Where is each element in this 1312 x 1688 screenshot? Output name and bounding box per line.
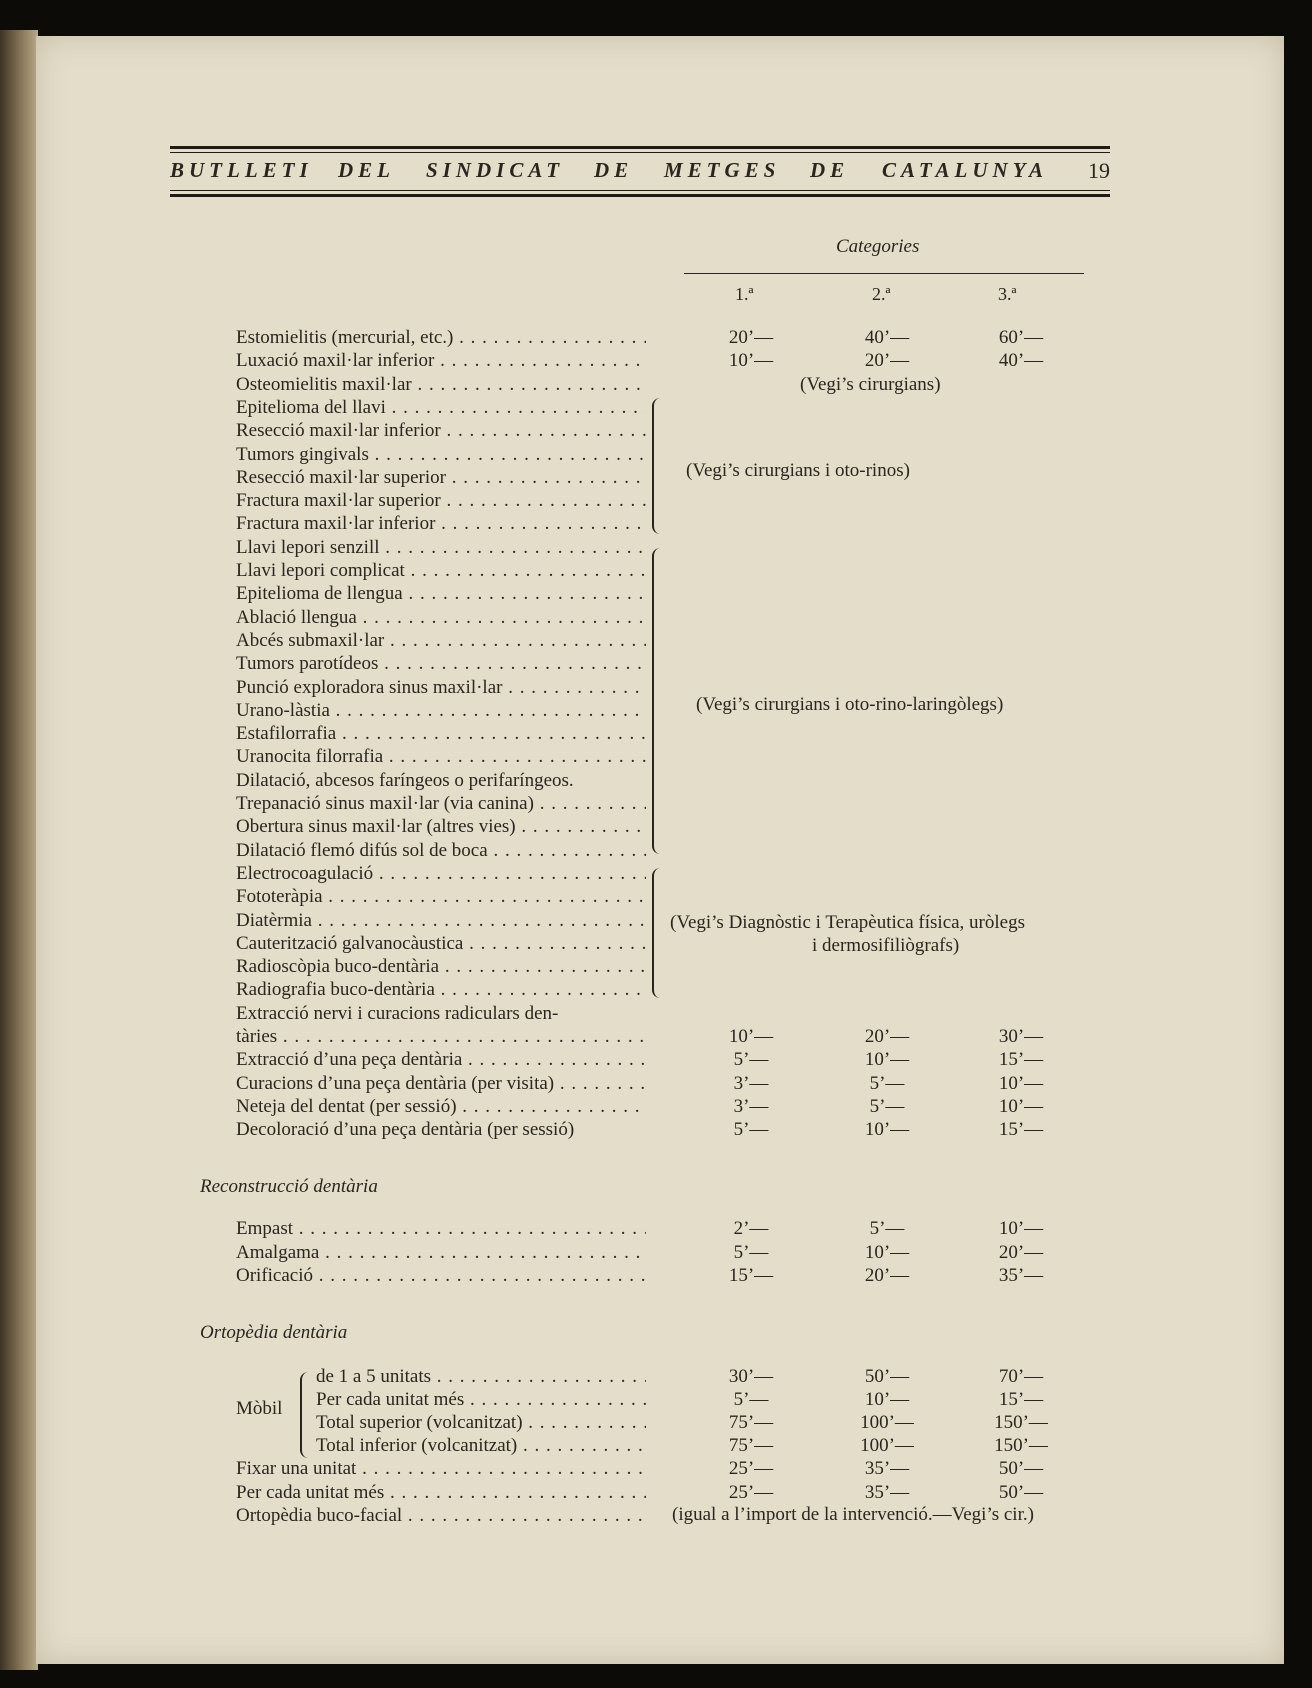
row-label: Dilatació, abcesos faríngeos o perifaríngeos. [236, 769, 574, 791]
column-header-1: 1.ª [735, 284, 754, 304]
price-cell-2: 35’— [864, 1481, 910, 1503]
section-title-reconstruccio: Reconstrucció dentària [200, 1176, 378, 1197]
mobil-brace [300, 1372, 310, 1458]
price-cell-2: 5’— [869, 1218, 905, 1239]
row-label: Electrocoagulació . . . [236, 862, 646, 886]
header-rule-bottom-thin [170, 190, 1110, 191]
row-label: Ablació llengua . . . [236, 606, 646, 630]
price-cell-1: 5’— [733, 1241, 769, 1263]
row-label: Per cada unitat més . . . [236, 1481, 646, 1505]
header-word: CATALUNYA [882, 158, 1048, 182]
price-cell-1: 15’— [728, 1265, 774, 1286]
price-cell-1: 2’— [733, 1218, 769, 1239]
price-cell-3: 40’— [998, 350, 1044, 372]
row-label: Resecció maxil·lar superior . . . [236, 466, 646, 490]
note-osteomielitis: (Vegi’s cirurgians) [800, 374, 941, 395]
price-cell-3: 150’— [994, 1412, 1048, 1433]
price-cell-3: 15’— [998, 1049, 1044, 1071]
price-cell-1: 10’— [728, 1026, 774, 1047]
price-cell-1: 5’— [733, 1119, 769, 1141]
row-label: tàries . . . [236, 1025, 646, 1049]
row-label: Punció exploradora sinus maxil·lar . . . [236, 676, 646, 700]
row-label: Resecció maxil·lar inferior . . . [236, 419, 646, 443]
row-label: de 1 a 5 unitats . . . [316, 1365, 646, 1389]
row-label: Fractura maxil·lar superior . . . [236, 489, 646, 513]
row-label: Urano-làstia . . . [236, 699, 646, 723]
price-cell-2: 5’— [869, 1095, 905, 1117]
price-cell-2: 10’— [864, 1241, 910, 1263]
row-label: Extracció nervi i curacions radiculars den- [236, 1002, 559, 1024]
row-label: Extracció d’una peça dentària . . . [236, 1048, 646, 1072]
price-cell-3: 15’— [998, 1389, 1044, 1410]
row-label: Luxació maxil·lar inferior . . . [236, 349, 646, 373]
price-cell-3: 15’— [998, 1119, 1044, 1141]
row-label: Epitelioma de llengua . . . [236, 582, 646, 606]
note-group-1: (Vegi’s cirurgians i oto-rinos) [686, 460, 910, 481]
row-label: Diatèrmia . . . [236, 909, 646, 933]
price-cell-3: 35’— [998, 1265, 1044, 1286]
row-label: Epitelioma del llavi . . . [236, 396, 646, 420]
price-cell-2: 20’— [864, 1026, 910, 1047]
row-label: Estafilorrafia . . . [236, 722, 646, 746]
price-cell-1: 25’— [728, 1458, 774, 1479]
price-cell-3: 20’— [998, 1241, 1044, 1263]
price-cell-2: 10’— [864, 1119, 910, 1141]
price-cell-2: 40’— [864, 327, 910, 348]
mobil-label: Mòbil [236, 1398, 283, 1419]
row-label: Llavi lepori senzill . . . [236, 536, 646, 560]
row-label: Ortopèdia buco-facial . . . [236, 1504, 646, 1528]
price-cell-2: 35’— [864, 1458, 910, 1479]
price-cell-3: 30’— [998, 1026, 1044, 1047]
row-label: Total inferior (volcanitzat) . . . [316, 1434, 646, 1458]
price-cell-3: 10’— [998, 1072, 1044, 1094]
price-cell-2: 5’— [869, 1072, 905, 1094]
running-header [170, 158, 1110, 188]
brace-group-2 [652, 548, 662, 854]
row-label: Abcés submaxil·lar . . . [236, 629, 646, 653]
row-label: Decoloració d’una peça dentària (per sessió) [236, 1119, 575, 1141]
price-cell-3: 150’— [994, 1435, 1048, 1456]
row-label: Cauterització galvanocàustica . . . [236, 932, 646, 956]
price-cell-1: 75’— [728, 1435, 774, 1456]
row-label: Orificació . . . [236, 1264, 646, 1288]
row-label: Osteomielitis maxil·lar . . . [236, 373, 646, 397]
price-cell-3: 10’— [998, 1095, 1044, 1117]
row-label: Radioscòpia buco-dentària . . . [236, 955, 646, 979]
row-label: Estomielitis (mercurial, etc.) . . . [236, 326, 646, 350]
price-cell-2: 50’— [864, 1366, 910, 1387]
row-label: Radiografia buco-dentària . . . [236, 978, 646, 1002]
price-cell-3: 70’— [998, 1366, 1044, 1387]
row-label: Empast . . . [236, 1217, 646, 1241]
price-cell-2: 100’— [860, 1412, 914, 1433]
book-spine [0, 30, 38, 1670]
header-word: DEL [338, 158, 395, 182]
price-cell-1: 5’— [733, 1389, 769, 1410]
note-group-3a: (Vegi’s Diagnòstic i Terapèutica física, uròlegs [670, 912, 1025, 933]
section-title-ortopedia: Ortopèdia dentària [200, 1322, 348, 1343]
row-label: Per cada unitat més . . . [316, 1388, 646, 1412]
brace-group-3 [652, 868, 662, 998]
header-word: METGES [664, 158, 781, 182]
price-cell-1: 75’— [728, 1412, 774, 1433]
price-cell-3: 50’— [998, 1481, 1044, 1503]
row-label: Neteja del dentat (per sessió) . . . [236, 1095, 646, 1119]
price-cell-1: 3’— [733, 1072, 769, 1094]
row-label: Fixar una unitat . . . [236, 1457, 646, 1481]
price-cell-1: 10’— [728, 350, 774, 372]
row-label: Fototeràpia . . . [236, 885, 646, 909]
categories-title: Categories [836, 236, 920, 257]
header-word: SINDICAT [426, 158, 565, 182]
price-cell-2: 10’— [864, 1389, 910, 1410]
note-group-2: (Vegi’s cirurgians i oto-rino-laringòlegs) [696, 694, 1004, 715]
row-label: Llavi lepori complicat . . . [236, 559, 646, 583]
note-ortopedia-buco-facial: (igual a l’import de la intervenció.—Vegi’s cir.) [672, 1504, 1034, 1525]
row-label: Dilatació flemó difús sol de boca . . . [236, 839, 646, 863]
header-word: DE [594, 158, 634, 182]
price-cell-2: 20’— [864, 350, 910, 372]
column-header-2: 2.ª [872, 284, 891, 304]
brace-group-1 [652, 398, 662, 534]
price-cell-1: 3’— [733, 1095, 769, 1117]
row-label: Obertura sinus maxil·lar (altres vies) . . . [236, 815, 646, 839]
header-rule-bottom [170, 194, 1110, 197]
price-cell-1: 25’— [728, 1481, 774, 1503]
column-header-3: 3.ª [998, 284, 1017, 304]
price-cell-1: 20’— [728, 327, 774, 348]
price-cell-1: 30’— [728, 1366, 774, 1387]
price-cell-3: 10’— [998, 1218, 1044, 1239]
price-cell-2: 20’— [864, 1265, 910, 1286]
header-rule-top [170, 146, 1110, 149]
row-label: Tumors gingivals . . . [236, 443, 646, 467]
row-label: Fractura maxil·lar inferior . . . [236, 512, 646, 536]
row-label: Tumors parotídeos . . . [236, 652, 646, 676]
row-label: Amalgama . . . [236, 1241, 646, 1265]
row-label: Trepanació sinus maxil·lar (via canina) . . . [236, 792, 646, 816]
price-cell-3: 50’— [998, 1458, 1044, 1479]
row-label: Uranocita filorrafia . . . [236, 745, 646, 769]
row-label: Total superior (volcanitzat) . . . [316, 1411, 646, 1435]
price-cell-1: 5’— [733, 1049, 769, 1071]
price-cell-2: 100’— [860, 1435, 914, 1456]
page-number: 19 [1088, 158, 1110, 183]
price-cell-2: 10’— [864, 1049, 910, 1071]
note-group-3b: i dermosifiliògrafs) [812, 935, 960, 956]
header-word: BUTLLETI [170, 158, 313, 182]
header-word: DE [810, 158, 850, 182]
price-cell-3: 60’— [998, 327, 1044, 348]
categories-rule [684, 273, 1084, 274]
row-label: Curacions d’una peça dentària (per visita) . . . [236, 1072, 646, 1096]
header-rule-top-thin [170, 152, 1110, 153]
